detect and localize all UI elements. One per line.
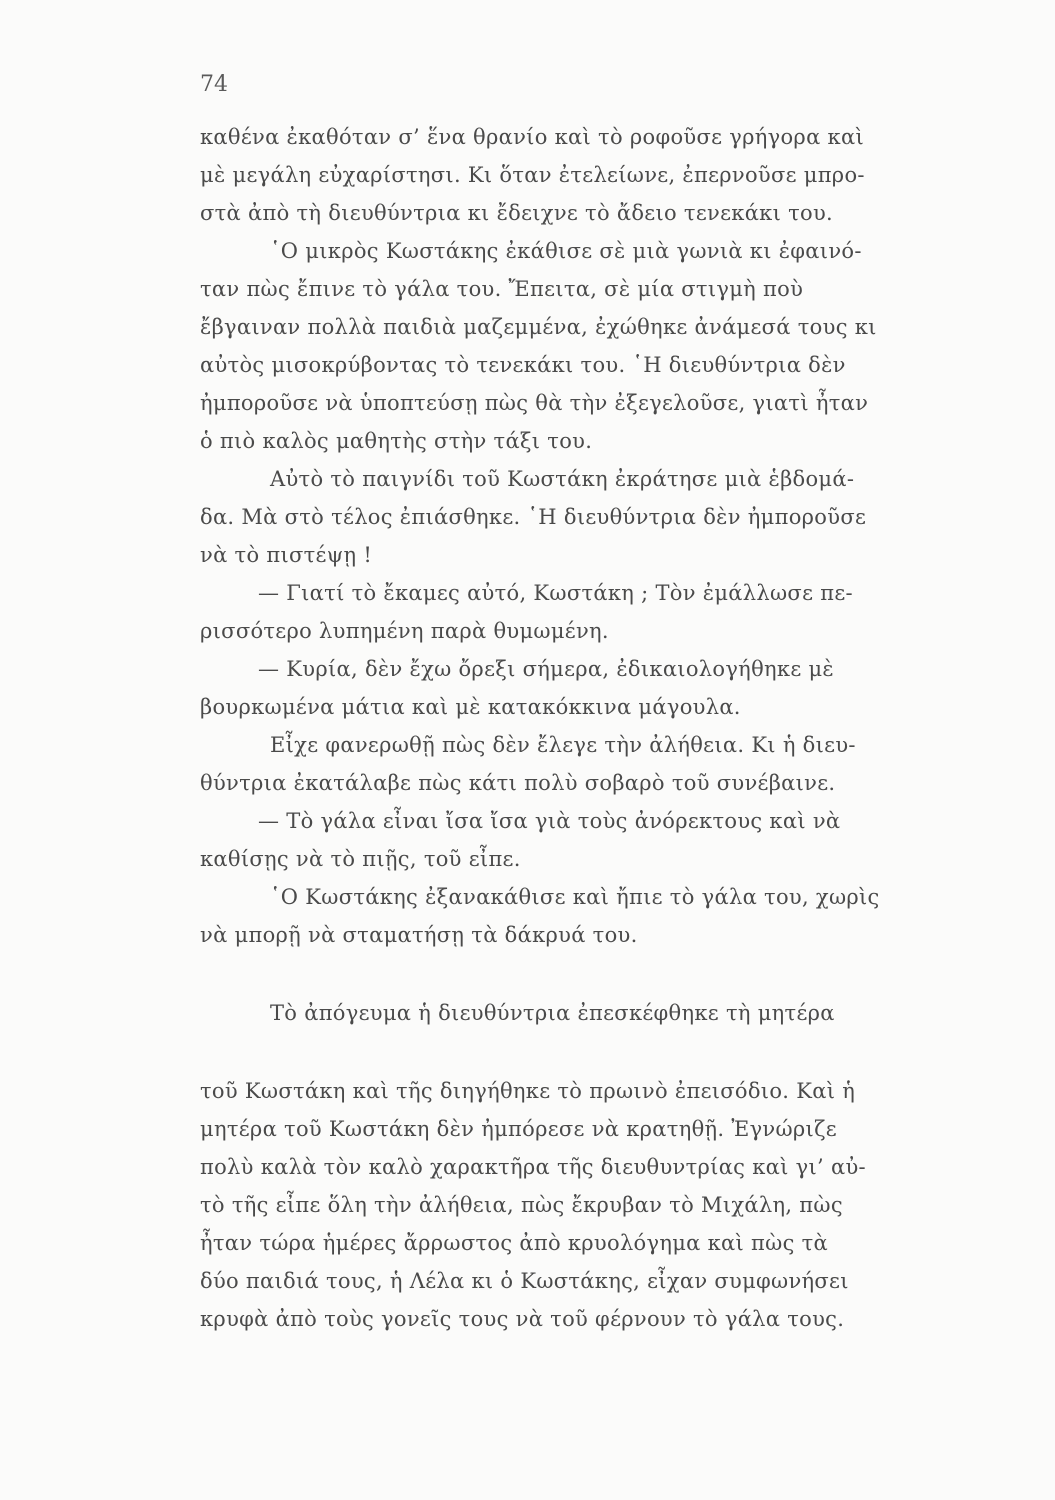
body-text [200, 118, 1030, 1338]
text-line: κρυφὰ ἀπὸ τοὺς γονεῖς τους νὰ τοῦ φέρνουν τὸ γάλα τους. [200, 1307, 845, 1331]
text-line: τοῦ Κωστάκη καὶ τῆς διηγήθηκε τὸ πρωινὸ ἐπεισόδιο. Καὶ ἡ [200, 1079, 856, 1103]
page-number: 74 [200, 72, 228, 97]
text-line: ρισσότερο λυπημένη παρὰ θυμωμένη. [200, 619, 609, 643]
text-line: μητέρα τοῦ Κωστάκη δὲν ἠμπόρεσε νὰ κρατηθῇ. Ἐγνώριζε [200, 1117, 837, 1141]
text-line: πολὺ καλὰ τὸν καλὸ χαρακτῆρα τῆς διευθυντρίας καὶ γι’ αὐ- [200, 1155, 866, 1179]
text-line: νὰ τὸ πιστέψῃ ! [200, 543, 373, 567]
text-line: νὰ μπορῇ νὰ σταματήσῃ τὰ δάκρυά του. [200, 923, 638, 947]
text-line: βουρκωμένα μάτια καὶ μὲ κατακόκκινα μάγουλα. [200, 695, 741, 719]
text-line: ῾Ο μικρὸς Κωστάκης ἐκάθισε σὲ μιὰ γωνιὰ κι ἐφαινό- [270, 239, 862, 263]
text-line: — Κυρία, δὲν ἔχω ὄρεξι σήμερα, ἐδικαιολογήθηκε μὲ [258, 657, 834, 681]
text-line: τὸ τῆς εἶπε ὅλη τὴν ἀλήθεια, πὼς ἔκρυβαν τὸ Μιχάλη, πὼς [200, 1193, 843, 1217]
text-line: ταν πὼς ἔπινε τὸ γάλα του. Ἔπειτα, σὲ μία στιγμὴ ποὺ [200, 277, 804, 301]
text-line: ἔβγαιναν πολλὰ παιδιὰ μαζεμμένα, ἐχώθηκε ἀνάμεσά τους κι [200, 315, 877, 339]
text-line: Εἶχε φανερωθῇ πὼς δὲν ἔλεγε τὴν ἀλήθεια. Κι ἡ διευ- [270, 733, 856, 757]
text-line: ἠμποροῦσε νὰ ὑποπτεύσῃ πὼς θὰ τὴν ἐξεγελοῦσε, γιατὶ ἦταν [200, 391, 869, 415]
text-line: καθένα ἐκαθόταν σ’ ἕνα θρανίο καὶ τὸ ροφοῦσε γρήγορα καὶ [200, 125, 864, 149]
text-line: δα. Μὰ στὸ τέλος ἐπιάσθηκε. ῾Η διευθύντρια δὲν ἠμποροῦσε [200, 505, 867, 529]
text-line: Τὸ ἀπόγευμα ἡ διευθύντρια ἐπεσκέφθηκε τὴ μητέρα [270, 1001, 835, 1025]
text-line: καθίσῃς νὰ τὸ πιῇς, τοῦ εἶπε. [200, 847, 521, 871]
text-line: μὲ μεγάλη εὐχαρίστησι. Κι ὅταν ἐτελείωνε, ἐπερνοῦσε μπρο- [200, 163, 865, 187]
text-line: — Τὸ γάλα εἶναι ἴσα ἴσα γιὰ τοὺς ἀνόρεκτους καὶ νὰ [258, 809, 841, 833]
text-line: ῾Ο Κωστάκης ἐξανακάθισε καὶ ἤπιε τὸ γάλα του, χωρὶς [270, 885, 880, 909]
text-line: ἦταν τώρα ἡμέρες ἄρρωστος ἀπὸ κρυολόγημα καὶ πὼς τὰ [200, 1231, 829, 1255]
text-line: ὁ πιὸ καλὸς μαθητὴς στὴν τάξι του. [200, 429, 593, 453]
text-line: — Γιατί τὸ ἔκαμες αὐτό, Κωστάκη ; Τὸν ἐμάλλωσε πε- [258, 581, 853, 605]
text-line: αὐτὸς μισοκρύβοντας τὸ τενεκάκι του. ῾Η διευθύντρια δὲν [200, 353, 846, 377]
text-line: στὰ ἀπὸ τὴ διευθύντρια κι ἔδειχνε τὸ ἄδειο τενεκάκι του. [200, 201, 834, 225]
text-line: δύο παιδιά τους, ἡ Λέλα κι ὁ Κωστάκης, εἶχαν συμφωνήσει [200, 1269, 849, 1293]
text-line: Αὐτὸ τὸ παιγνίδι τοῦ Κωστάκη ἐκράτησε μιὰ ἑβδομά- [270, 467, 855, 491]
text-line: θύντρια ἐκατάλαβε πὼς κάτι πολὺ σοβαρὸ τοῦ συνέβαινε. [200, 771, 836, 795]
